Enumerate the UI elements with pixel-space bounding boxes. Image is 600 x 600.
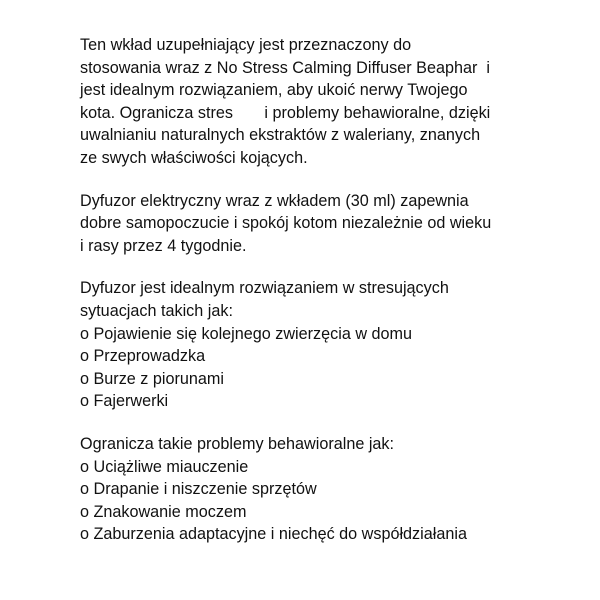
list-item: o Zaburzenia adaptacyjne i niechęć do współdziałania	[80, 525, 467, 544]
list-item: o Fajerwerki	[80, 392, 169, 411]
text-line: kota. Ogranicza stres i problemy behawioralne, dzięki	[80, 103, 491, 122]
text-line: Dyfuzor elektryczny wraz z wkładem (30 ml) zapewnia	[80, 191, 469, 210]
list-item: o Przeprowadzka	[80, 347, 206, 366]
diffuser-paragraph	[80, 190, 580, 258]
list-item: o Uciążliwe miauczenie	[80, 457, 249, 476]
list-item: o Znakowanie moczem	[80, 502, 247, 521]
text-line: Ten wkład uzupełniający jest przeznaczony do	[80, 36, 412, 54]
list-item: o Drapanie i niszczenie sprzętów	[80, 480, 317, 499]
situations-list	[80, 323, 580, 413]
intro-paragraph	[80, 34, 580, 170]
situations-intro-line: Dyfuzor jest idealnym rozwiązaniem w stresujących	[80, 279, 449, 298]
text-line: ze swych właściwości kojących.	[80, 148, 308, 167]
list-item: o Pojawienie się kolejnego zwierzęcia w domu	[80, 324, 413, 343]
text-line: stosowania wraz z No Stress Calming Diffuser Beaphar i	[80, 58, 490, 77]
text-line: i rasy przez 4 tygodnie.	[80, 236, 247, 255]
situations-section	[80, 277, 580, 413]
text-line: dobre samopoczucie i spokój kotom niezależnie od wieku	[80, 214, 492, 233]
situations-intro-line: sytuacjach takich jak:	[80, 301, 233, 320]
behaviors-section	[80, 433, 580, 546]
product-description-document	[80, 34, 580, 566]
text-line: uwalnianiu naturalnych ekstraktów z waleriany, znanych	[80, 126, 481, 145]
list-item: o Burze z piorunami	[80, 369, 224, 388]
behaviors-intro-line: Ogranicza takie problemy behawioralne jak:	[80, 434, 395, 453]
behaviors-list	[80, 456, 580, 546]
text-line: jest idealnym rozwiązaniem, aby ukoić nerwy Twojego	[80, 81, 468, 100]
